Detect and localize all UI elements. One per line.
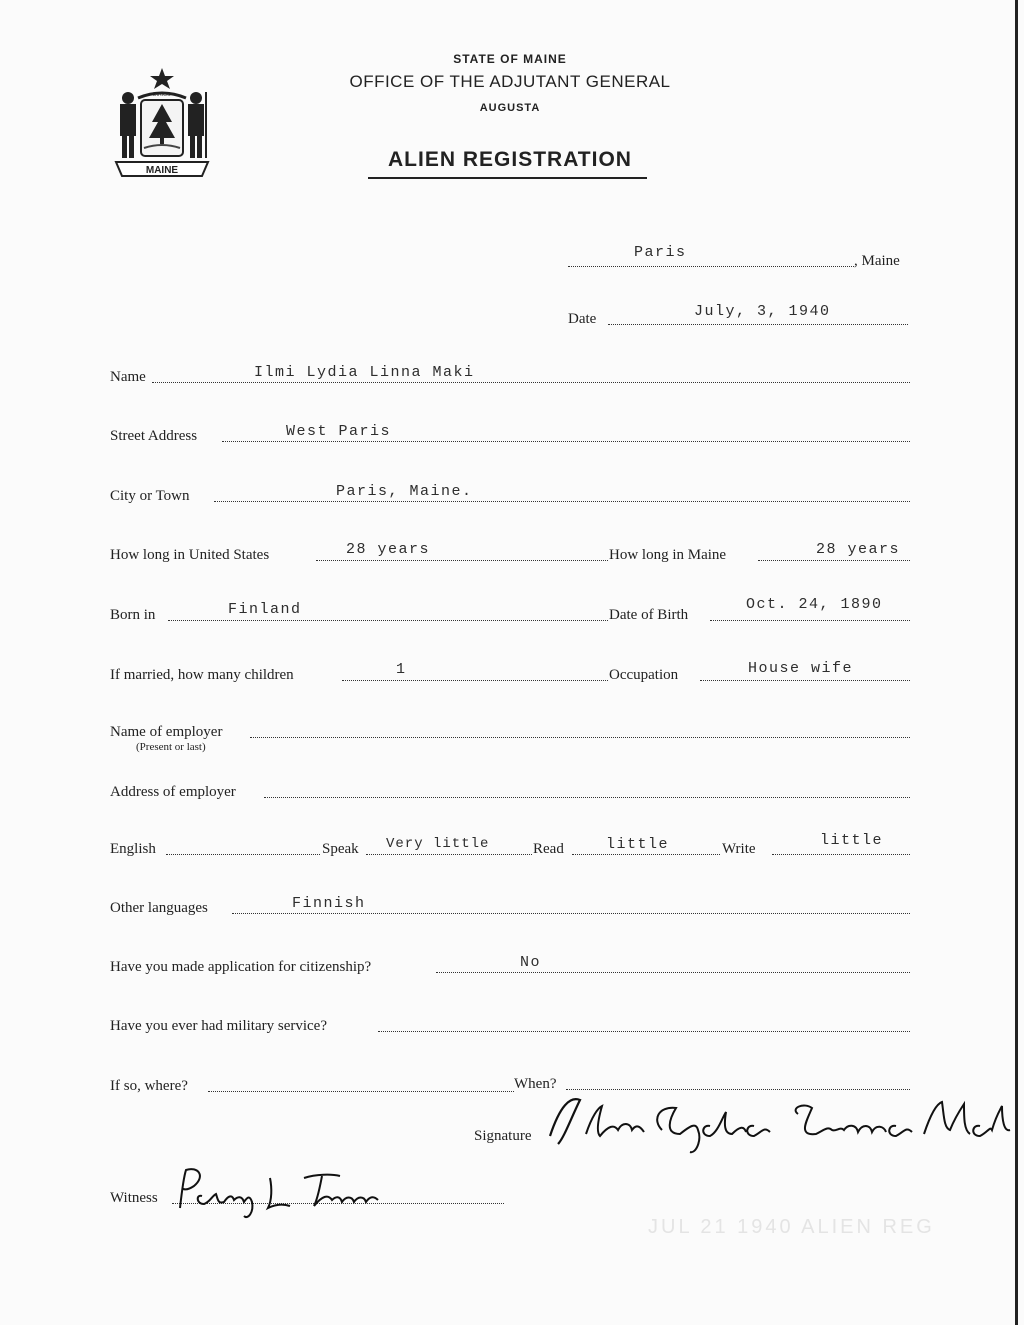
children-label: If married, how many children — [110, 667, 294, 683]
write-label: Write — [722, 841, 756, 857]
title-underline — [368, 177, 647, 179]
speak-line — [366, 854, 532, 855]
city-town-label: City or Town — [110, 488, 190, 504]
place-line — [568, 266, 854, 267]
how-long-maine-value[interactable]: 28 years — [816, 541, 901, 558]
form-title: ALIEN REGISTRATION — [388, 148, 632, 171]
military-line[interactable] — [378, 1031, 910, 1032]
signature-image — [540, 1086, 1018, 1158]
svg-text:MAINE: MAINE — [145, 165, 179, 176]
born-in-label: Born in — [110, 607, 156, 623]
maine-seal-icon — [108, 62, 216, 186]
speak-value[interactable]: Very little — [386, 836, 490, 852]
place-value[interactable]: Paris — [634, 244, 687, 261]
write-line — [772, 854, 910, 855]
occupation-line — [700, 680, 910, 681]
born-in-value[interactable]: Finland — [228, 601, 302, 618]
how-long-us-line — [316, 560, 608, 561]
date-label: Date — [568, 311, 597, 327]
city-town-line — [214, 501, 910, 502]
read-line — [572, 854, 720, 855]
svg-text:DIRIGO: DIRIGO — [153, 92, 171, 98]
other-languages-value[interactable]: Finnish — [292, 895, 366, 912]
city-heading: AUGUSTA — [479, 102, 541, 114]
occupation-label: Occupation — [609, 667, 679, 683]
city-town-value[interactable]: Paris, Maine. — [336, 483, 473, 500]
where-line[interactable] — [208, 1091, 514, 1092]
children-line — [342, 680, 608, 681]
signature-label: Signature — [474, 1128, 532, 1144]
employer-name-label: Name of employer — [110, 724, 223, 740]
other-languages-label: Other languages — [110, 900, 208, 916]
english-label: English — [110, 841, 156, 857]
date-value[interactable]: July, 3, 1940 — [694, 303, 831, 320]
citizenship-value[interactable]: No — [520, 954, 542, 971]
office-heading: OFFICE OF THE ADJUTANT GENERAL — [349, 72, 671, 91]
state-heading: STATE OF MAINE — [453, 52, 567, 66]
date-of-birth-label: Date of Birth — [609, 607, 689, 623]
street-address-value[interactable]: West Paris — [286, 423, 392, 440]
read-value[interactable]: little — [606, 836, 670, 853]
speak-label: Speak — [322, 841, 359, 857]
employer-address-label: Address of employer — [110, 784, 236, 800]
employer-address-line[interactable] — [264, 797, 910, 798]
children-value[interactable]: 1 — [396, 661, 407, 678]
how-long-maine-line — [758, 560, 910, 561]
street-address-line — [222, 441, 910, 442]
name-label: Name — [110, 369, 146, 385]
place-suffix: , Maine — [854, 253, 900, 269]
occupation-value[interactable]: House wife — [748, 660, 854, 677]
employer-name-line[interactable] — [250, 737, 910, 738]
witness-signature-image — [172, 1160, 382, 1222]
how-long-us-label: How long in United States — [110, 547, 270, 563]
name-value[interactable]: Ilmi Lydia Linna Maki — [254, 364, 475, 381]
english-line — [166, 854, 320, 855]
when-label: When? — [514, 1076, 557, 1092]
born-in-line — [168, 620, 608, 621]
other-languages-line — [232, 913, 910, 914]
name-line — [152, 382, 910, 383]
faded-stamp: JUL 21 1940 ALIEN REG — [648, 1216, 935, 1238]
write-value[interactable]: little — [820, 832, 884, 849]
date-of-birth-line — [710, 620, 910, 621]
citizenship-label: Have you made application for citizenship? — [110, 959, 372, 975]
where-label: If so, where? — [110, 1078, 188, 1094]
employer-name-sublabel: (Present or last) — [136, 741, 206, 753]
read-label: Read — [533, 841, 564, 857]
citizenship-line — [436, 972, 910, 973]
date-of-birth-value[interactable]: Oct. 24, 1890 — [746, 596, 883, 613]
street-address-label: Street Address — [110, 428, 198, 444]
military-label: Have you ever had military service? — [110, 1018, 327, 1034]
how-long-maine-label: How long in Maine — [609, 547, 727, 563]
witness-label: Witness — [110, 1190, 158, 1206]
date-line — [608, 324, 908, 325]
how-long-us-value[interactable]: 28 years — [346, 541, 431, 558]
